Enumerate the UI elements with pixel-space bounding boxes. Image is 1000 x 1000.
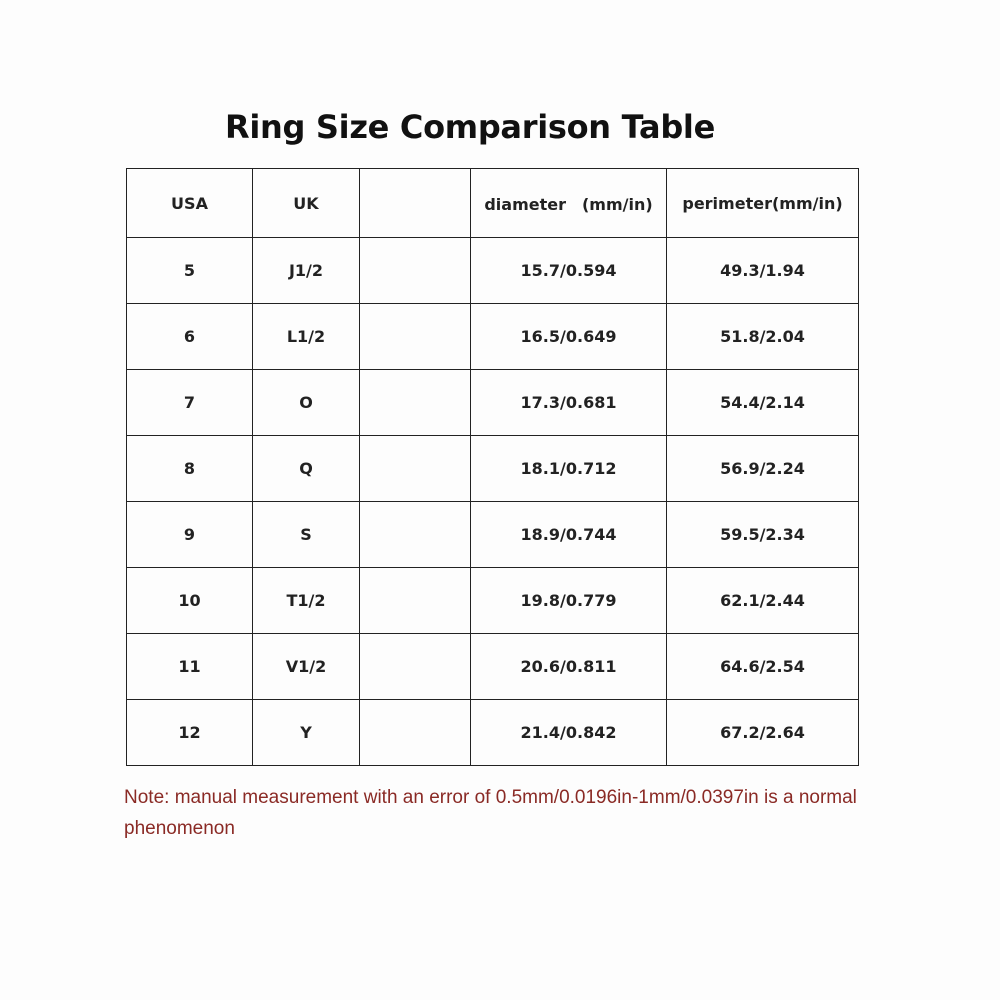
header-uk: UK	[253, 169, 360, 238]
cell-uk: J1/2	[253, 238, 360, 304]
cell-diameter: 16.5/0.649	[471, 304, 667, 370]
cell-perimeter: 51.8/2.04	[667, 304, 859, 370]
cell-perimeter: 62.1/2.44	[667, 568, 859, 634]
cell-blank	[360, 700, 471, 766]
cell-diameter: 15.7/0.594	[471, 238, 667, 304]
header-usa: USA	[127, 169, 253, 238]
table-row	[127, 370, 859, 436]
cell-blank	[360, 568, 471, 634]
cell-blank	[360, 238, 471, 304]
cell-usa: 10	[127, 568, 253, 634]
header-blank	[360, 169, 471, 238]
table-row	[127, 634, 859, 700]
cell-perimeter: 49.3/1.94	[667, 238, 859, 304]
table-row	[127, 502, 859, 568]
cell-uk: T1/2	[253, 568, 360, 634]
cell-usa: 7	[127, 370, 253, 436]
cell-usa: 6	[127, 304, 253, 370]
cell-usa: 9	[127, 502, 253, 568]
cell-usa: 5	[127, 238, 253, 304]
cell-perimeter: 59.5/2.34	[667, 502, 859, 568]
cell-perimeter: 67.2/2.64	[667, 700, 859, 766]
cell-diameter: 17.3/0.681	[471, 370, 667, 436]
measurement-note: Note: manual measurement with an error of 0.5mm/0.0196in-1mm/0.0397in is a normal phenomenon	[124, 787, 857, 839]
ring-size-table	[126, 168, 859, 766]
table-row	[127, 436, 859, 502]
cell-blank	[360, 634, 471, 700]
cell-blank	[360, 370, 471, 436]
cell-perimeter: 56.9/2.24	[667, 436, 859, 502]
cell-diameter: 19.8/0.779	[471, 568, 667, 634]
cell-diameter: 20.6/0.811	[471, 634, 667, 700]
cell-diameter: 18.1/0.712	[471, 436, 667, 502]
header-diameter: diameter (mm/in)	[471, 169, 667, 238]
cell-uk: L1/2	[253, 304, 360, 370]
cell-usa: 11	[127, 634, 253, 700]
cell-usa: 8	[127, 436, 253, 502]
table-row	[127, 568, 859, 634]
cell-uk: V1/2	[253, 634, 360, 700]
cell-blank	[360, 436, 471, 502]
cell-blank	[360, 502, 471, 568]
cell-uk: O	[253, 370, 360, 436]
cell-diameter: 18.9/0.744	[471, 502, 667, 568]
cell-uk: S	[253, 502, 360, 568]
table-row	[127, 700, 859, 766]
cell-uk: Y	[253, 700, 360, 766]
header-perimeter: perimeter(mm/in)	[667, 169, 859, 238]
cell-perimeter: 64.6/2.54	[667, 634, 859, 700]
cell-diameter: 21.4/0.842	[471, 700, 667, 766]
table-row	[127, 238, 859, 304]
cell-perimeter: 54.4/2.14	[667, 370, 859, 436]
cell-blank	[360, 304, 471, 370]
cell-usa: 12	[127, 700, 253, 766]
cell-uk: Q	[253, 436, 360, 502]
table-header-row	[127, 169, 859, 238]
page-title: Ring Size Comparison Table	[224, 108, 715, 146]
table-row	[127, 304, 859, 370]
